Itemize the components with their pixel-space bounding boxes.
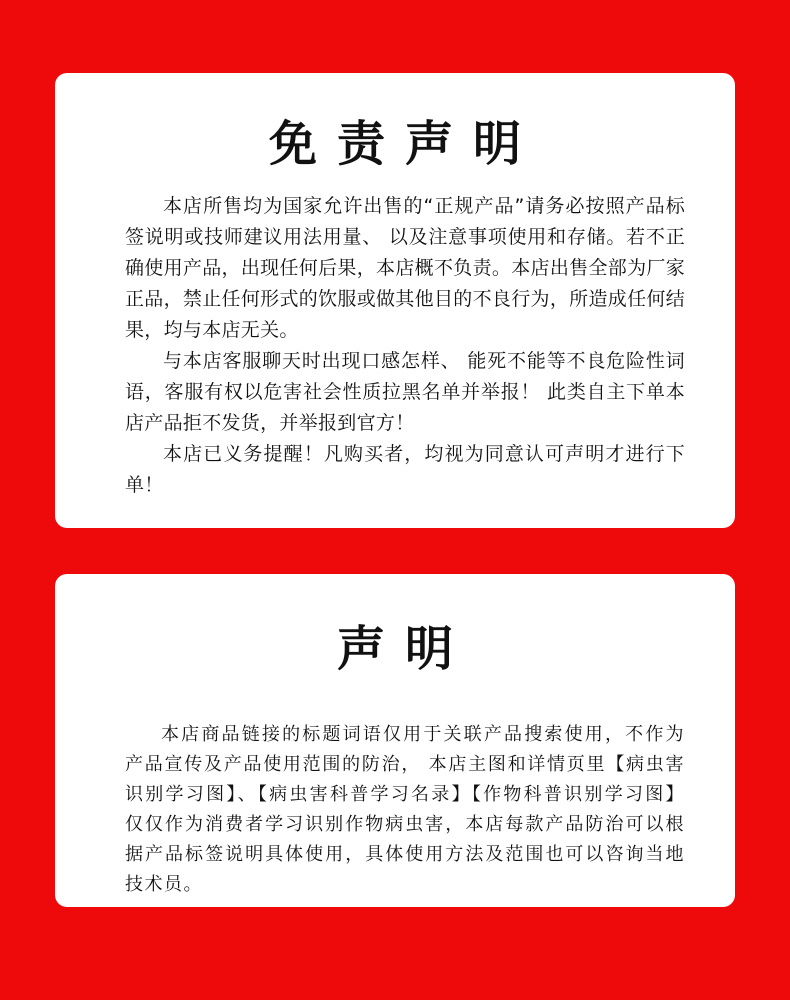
statement-card: [55, 574, 735, 907]
statement-paragraph-1: 本店商品链接的标题词语仅用于关联产品搜索使用，不作为产品宣传及产品使用范围的防治， 本店主图和详情页里【病虫害识别学习图】、【病虫害科普学习名录】【作物科普识别学习图】 仅仅作为消费者学习识别作物病虫害，本店每款产品防治可以根据产品标签说明具体使用，具体使用方法及范围也可以咨询当地技术员。: [125, 724, 685, 895]
statement-body: [55, 706, 735, 900]
disclaimer-body: [55, 191, 735, 501]
disclaimer-paragraph-1: 本店所售均为国家允许出售的“正规产品”请务必按照产品标签说明或技师建议用法用量、 以及注意事项使用和存储。若不正确使用产品，出现任何后果，本店概不负责。本店出售全部为厂家正品，禁止任何形式的饮服或做其他目的不良行为，所造成任何结果，均与本店无关。: [125, 195, 685, 341]
disclaimer-paragraph-2: 与本店客服聊天时出现口感怎样、 能死不能等不良危险性词语，客服有权以危害社会性质拉黑名单并举报！ 此类自主下单本店产品拒不发货，并举报到官方！: [125, 350, 685, 434]
disclaimer-paragraph-3: 本店已义务提醒！凡购买者，均视为同意认可声明才进行下单！: [125, 443, 685, 496]
statement-title: 声明: [336, 621, 473, 677]
disclaimer-card: [55, 73, 735, 528]
disclaimer-title: 免责声明: [268, 116, 541, 172]
